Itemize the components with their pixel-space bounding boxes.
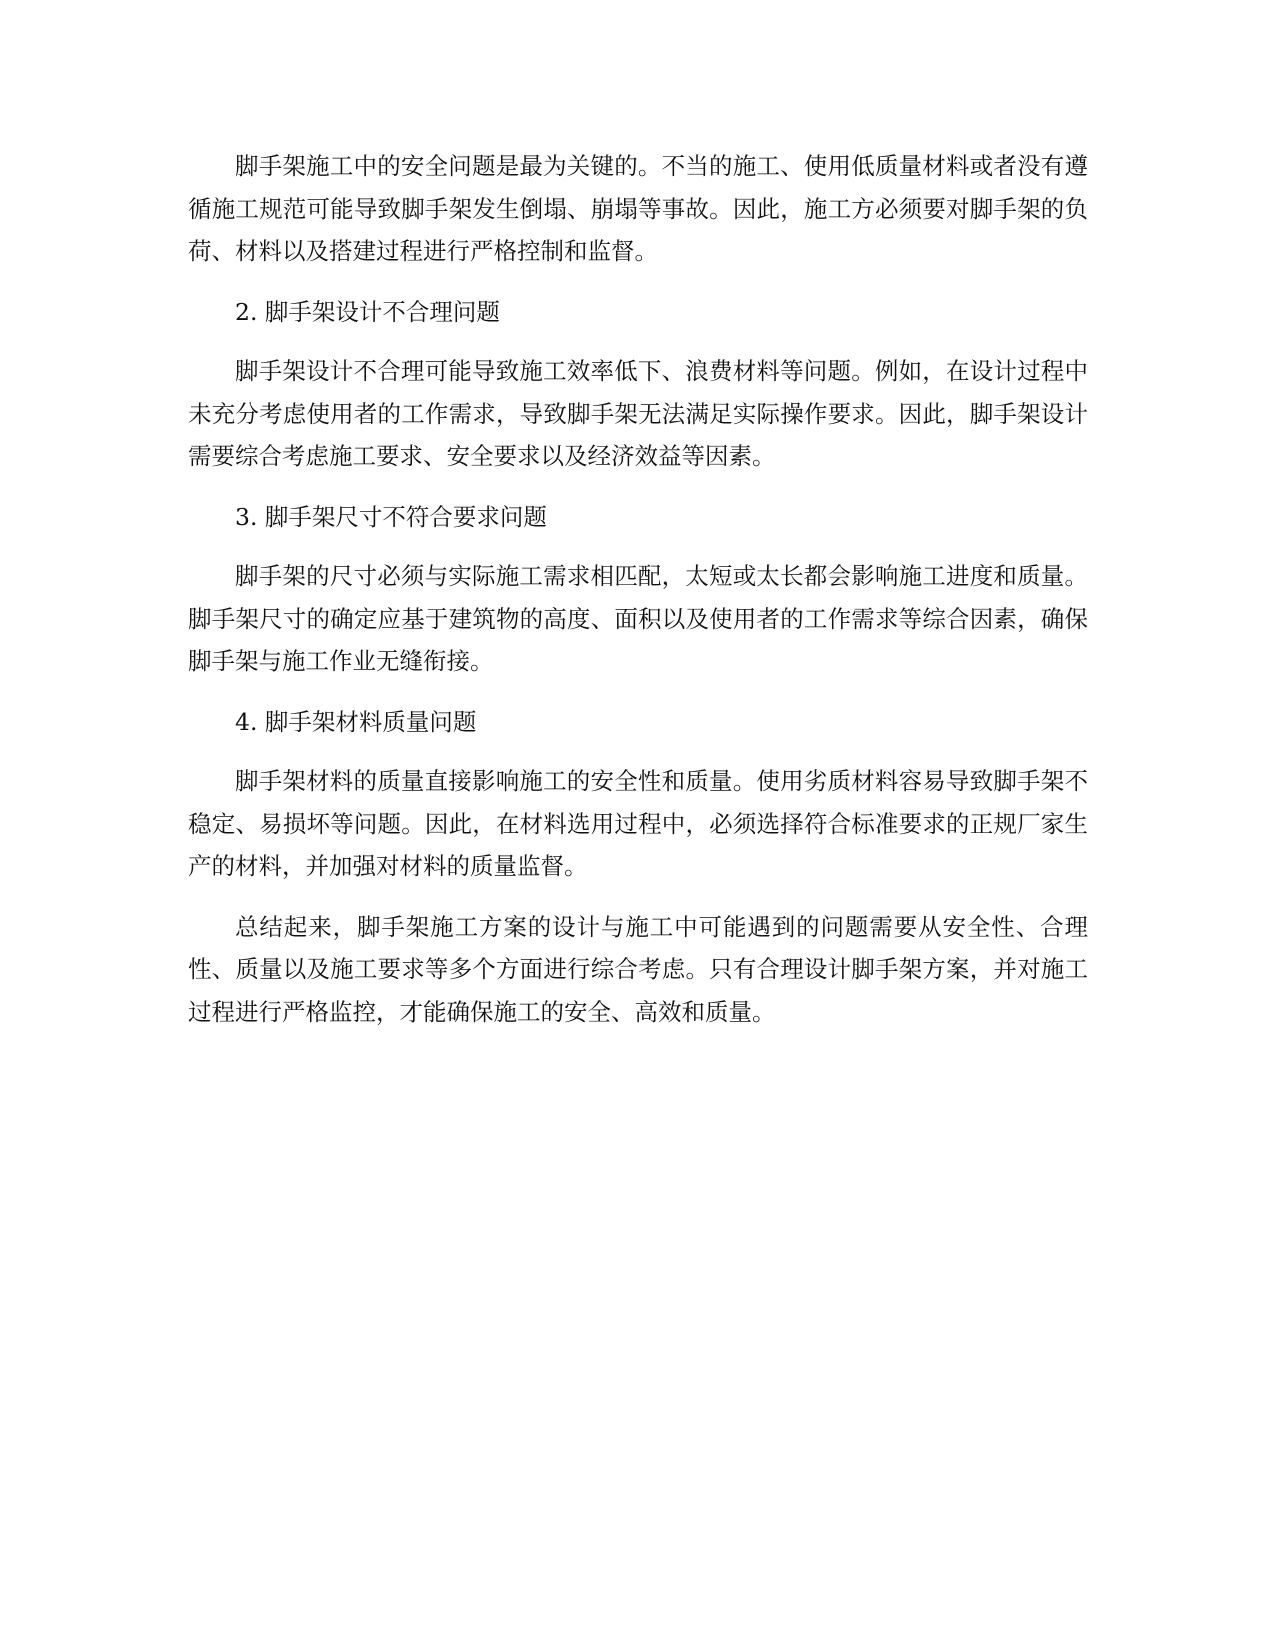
paragraph-size: 脚手架的尺寸必须与实际施工需求相匹配，太短或太长都会影响施工进度和质量。脚手架尺寸的确定应基于建筑物的高度、面积以及使用者的工作需求等综合因素，确保脚手架与施工作业无缝衔接。 (188, 562, 1088, 675)
paragraph-safety: 脚手架施工中的安全问题是最为关键的。不当的施工、使用低质量材料或者没有遵循施工规范可能导致脚手架发生倒塌、崩塌等事故。因此，施工方必须要对脚手架的负荷、材料以及搭建过程进行严格控制和监督。 (188, 152, 1088, 265)
section-heading-size: 3. 脚手架尺寸不符合要求问题 (235, 502, 547, 531)
section-heading-material: 4. 脚手架材料质量问题 (235, 707, 477, 736)
paragraph-summary: 总结起来，脚手架施工方案的设计与施工中可能遇到的问题需要从安全性、合理性、质量以及施工要求等多个方面进行综合考虑。只有合理设计脚手架方案，并对施工过程进行严格监控，才能确保施工的安全、高效和质量。 (188, 912, 1088, 1026)
document-body (188, 145, 1088, 1051)
paragraph-design: 脚手架设计不合理可能导致施工效率低下、浪费材料等问题。例如，在设计过程中未充分考虑使用者的工作需求，导致脚手架无法满足实际操作要求。因此，脚手架设计需要综合考虑施工要求、安全要求以及经济效益等因素。 (188, 357, 1088, 470)
section-heading-design: 2. 脚手架设计不合理问题 (235, 297, 500, 326)
paragraph-material: 脚手架材料的质量直接影响施工的安全性和质量。使用劣质材料容易导致脚手架不稳定、易损坏等问题。因此，在材料选用过程中，必须选择符合标准要求的正规厂家生产的材料，并加强对材料的质量监督。 (188, 767, 1088, 880)
